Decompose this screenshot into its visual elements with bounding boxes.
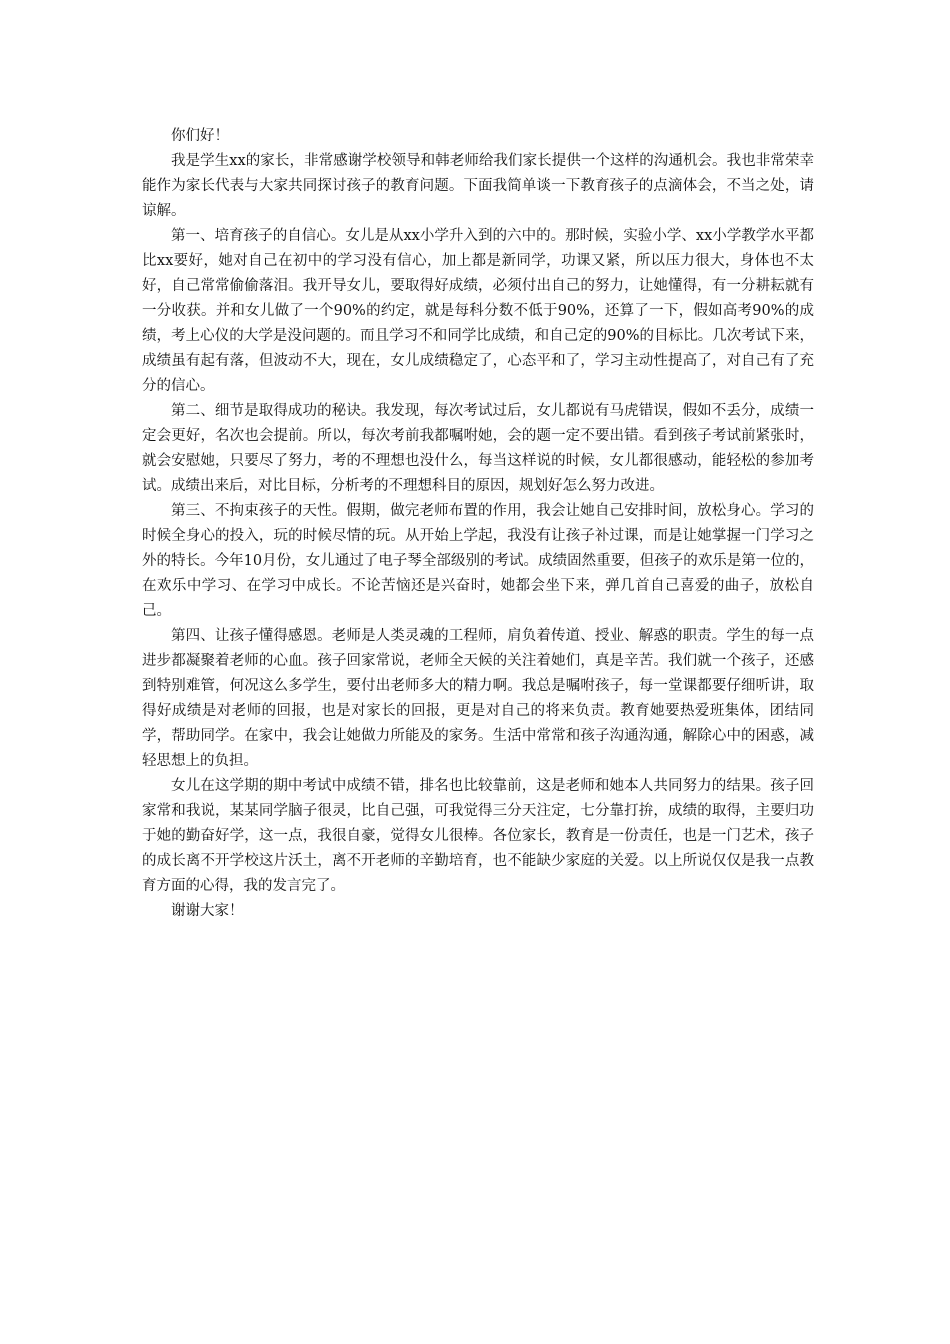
document-page bbox=[142, 124, 814, 924]
paragraph-nature: 第三、不拘束孩子的天性。假期，做完老师布置的作用，我会让她自己安排时间，放松身心。学习的时候全身心的投入，玩的时候尽情的玩。从开始上学起，我没有让孩子补过课，而是让她掌握一门学习之外的特长。今年10月份，女儿通过了电子琴全部级别的考试。成绩固然重要，但孩子的欢乐是第一位的，在欢乐中学习、在学习中成长。不论苦恼还是兴奋时，她都会坐下来，弹几首自己喜爱的曲子，放松自己。 bbox=[142, 503, 814, 619]
paragraph-confidence: 第一、培育孩子的自信心。女儿是从xx小学升入到的六中的。那时候，实验小学、xx小学教学水平都比xx要好，她对自己在初中的学习没有信心，加上都是新同学，功课又紧，所以压力很大，身体也不太好，自己常常偷偷落泪。我开导女儿，要取得好成绩，必须付出自己的努力，让她懂得，有一分耕耘就有一分收获。并和女儿做了一个90%的约定，就是每科分数不低于90%，还算了一下，假如高考90%的成绩，考上心仪的大学是没问题的。而且学习不和同学比成绩，和自己定的90%的目标比。几次考试下来，成绩虽有起有落，但波动不大，现在，女儿成绩稳定了，心态平和了，学习主动性提高了，对自己有了充分的信心。 bbox=[142, 228, 814, 394]
closing: 谢谢大家！ bbox=[171, 903, 244, 919]
paragraph-gratitude: 第四、让孩子懂得感恩。老师是人类灵魂的工程师，肩负着传道、授业、解惑的职责。学生的每一点进步都凝聚着老师的心血。孩子回家常说，老师全天候的关注着她们，真是辛苦。我们就一个孩子，还感到特别难管，何况这么多学生，要付出老师多大的精力啊。我总是嘱咐孩子，每一堂课都要仔细听讲，取得好成绩是对老师的回报，也是对家长的回报，更是对自己的将来负责。教育她要热爱班集体，团结同学，帮助同学。在家中，我会让她做力所能及的家务。生活中常常和孩子沟通沟通，解除心中的困惑，减轻思想上的负担。 bbox=[142, 628, 814, 769]
paragraph-details: 第二、细节是取得成功的秘诀。我发现，每次考试过后，女儿都说有马虎错误，假如不丢分，成绩一定会更好，名次也会提前。所以，每次考前我都嘱咐她，会的题一定不要出错。看到孩子考试前紧张时，就会安慰她，只要尽了努力，考的不理想也没什么，每当这样说的时候，女儿都很感动，能轻松的参加考试。成绩出来后，对比目标，分析考的不理想科目的原因，规划好怎么努力改进。 bbox=[142, 403, 814, 494]
greeting: 你们好！ bbox=[171, 128, 229, 144]
paragraph-intro: 我是学生xx的家长，非常感谢学校领导和韩老师给我们家长提供一个这样的沟通机会。我也非常荣幸能作为家长代表与大家共同探讨孩子的教育问题。下面我简单谈一下教育孩子的点滴体会，不当之处，请谅解。 bbox=[142, 153, 814, 219]
paragraph-conclusion: 女儿在这学期的期中考试中成绩不错，排名也比较靠前，这是老师和她本人共同努力的结果。孩子回家常和我说，某某同学脑子很灵，比自己强，可我觉得三分天注定，七分靠打拚，成绩的取得，主要归功于她的勤奋好学，这一点，我很自豪，觉得女儿很棒。各位家长，教育是一份责任，也是一门艺术，孩子的成长离不开学校这片沃土，离不开老师的辛勤培育，也不能缺少家庭的关爱。以上所说仅仅是我一点教育方面的心得，我的发言完了。 bbox=[142, 778, 814, 894]
